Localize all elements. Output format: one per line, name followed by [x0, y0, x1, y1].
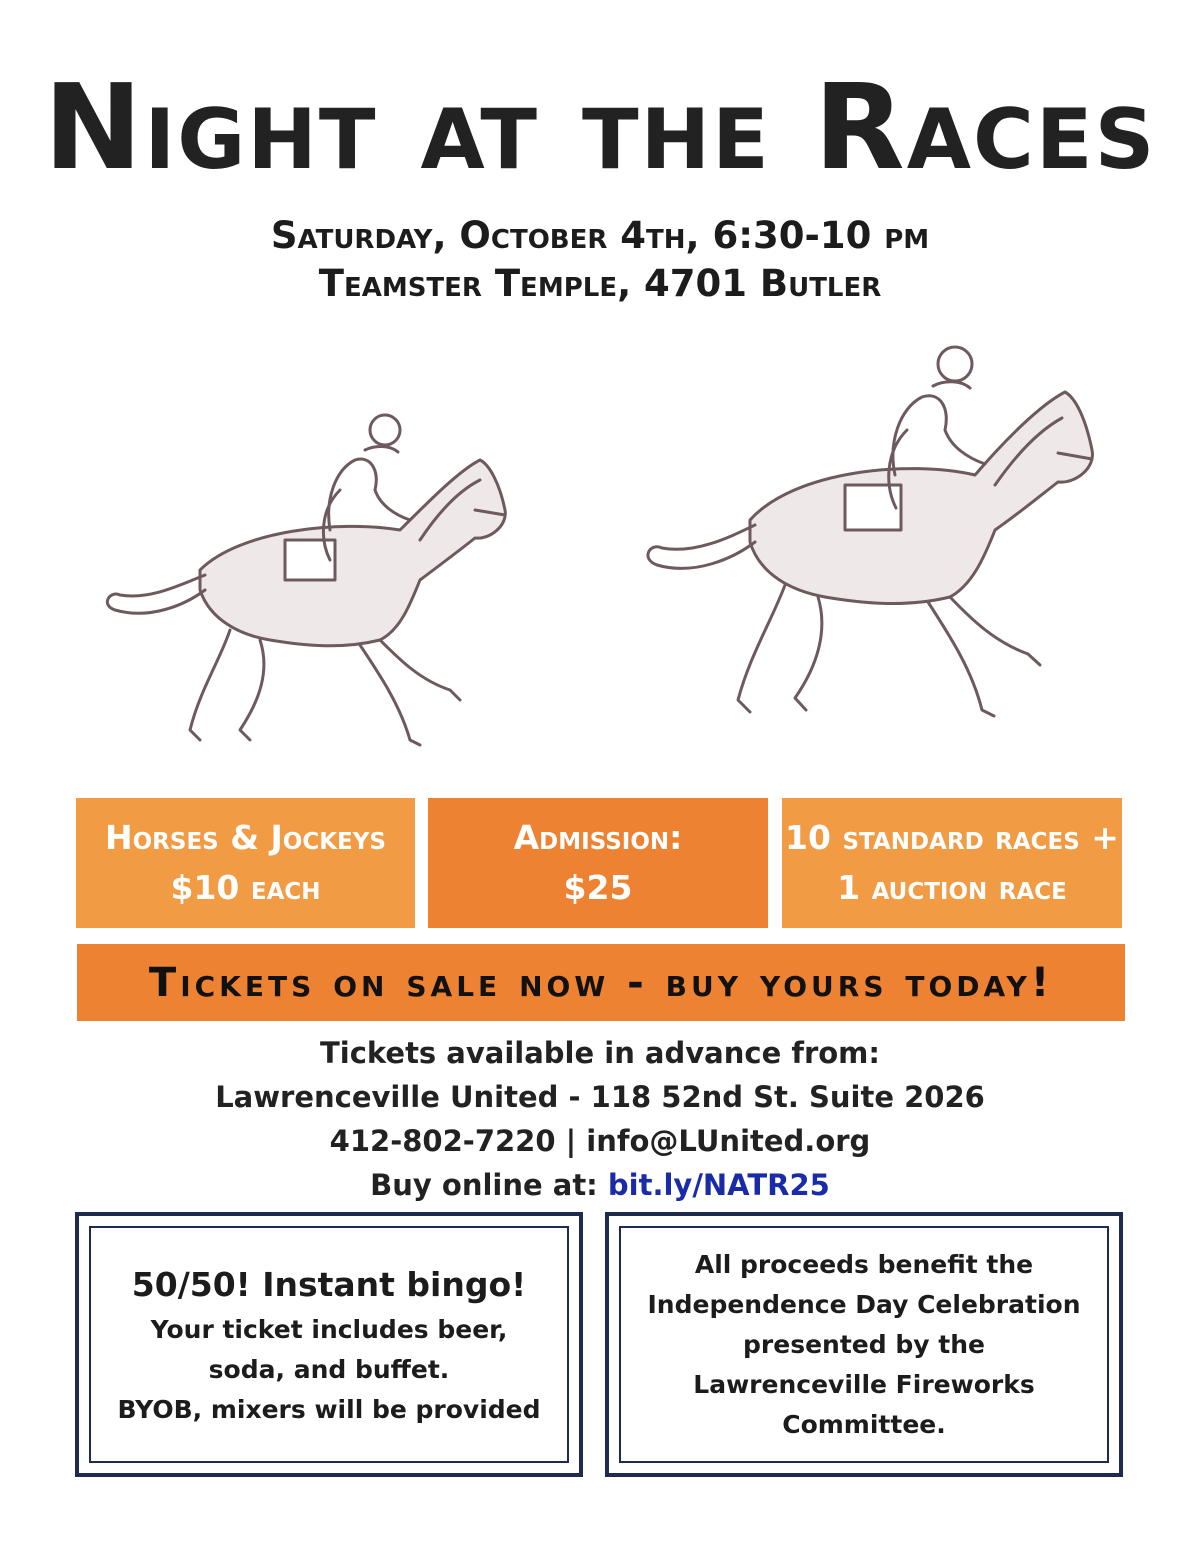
perks-panel	[75, 1212, 583, 1477]
proceeds-panel-inner	[619, 1226, 1109, 1463]
info-box-line1: Admission:	[513, 818, 683, 857]
perks-line-2: soda, and buffet.	[208, 1354, 450, 1384]
buy-online-label: Buy online at:	[370, 1168, 608, 1202]
info-box-line1: Horses & Jockeys	[105, 818, 386, 857]
proceeds-panel	[605, 1212, 1123, 1477]
horse-jockey-illustration-left	[80, 390, 525, 760]
buy-online-link[interactable]: bit.ly/NATR25	[607, 1168, 830, 1202]
horse-jockey-illustration-right	[620, 320, 1110, 730]
info-box-line2: $10 each	[170, 868, 321, 907]
proceeds-line-1: All proceeds benefit the	[694, 1249, 1034, 1279]
event-date-time: Saturday, October 4th, 6:30-10 pm	[270, 214, 930, 257]
info-box-line2: 1 auction race	[837, 868, 1067, 907]
event-location: Teamster Temple, 4701 Butler	[318, 262, 882, 305]
buy-online-line	[0, 1163, 1200, 1207]
info-box-horses-jockeys	[76, 798, 415, 928]
perks-panel-inner	[89, 1226, 569, 1463]
info-box-line2: $25	[563, 868, 633, 907]
page-title: Night at the Races	[43, 58, 1157, 196]
proceeds-line-2: Independence Day Celebration	[647, 1289, 1081, 1319]
contact-line: 412-802-7220 | info@LUnited.org	[329, 1124, 871, 1158]
perks-line-3: BYOB, mixers will be provided	[117, 1394, 541, 1424]
info-box-admission	[428, 798, 768, 928]
info-box-line1: 10 standard races +	[785, 818, 1119, 857]
proceeds-line-3: presented by the	[743, 1329, 985, 1359]
tickets-available-line: Tickets available in advance from:	[319, 1036, 880, 1070]
perks-line-1: Your ticket includes beer,	[150, 1314, 508, 1344]
perks-headline: 50/50! Instant bingo!	[131, 1264, 527, 1304]
info-box-races	[782, 798, 1122, 928]
tickets-banner: Tickets on sale now - buy yours today!	[77, 944, 1125, 1021]
address-line: Lawrenceville United - 118 52nd St. Suite 2026	[215, 1080, 985, 1114]
proceeds-line-4: Lawrenceville Fireworks Committee.	[693, 1369, 1035, 1439]
